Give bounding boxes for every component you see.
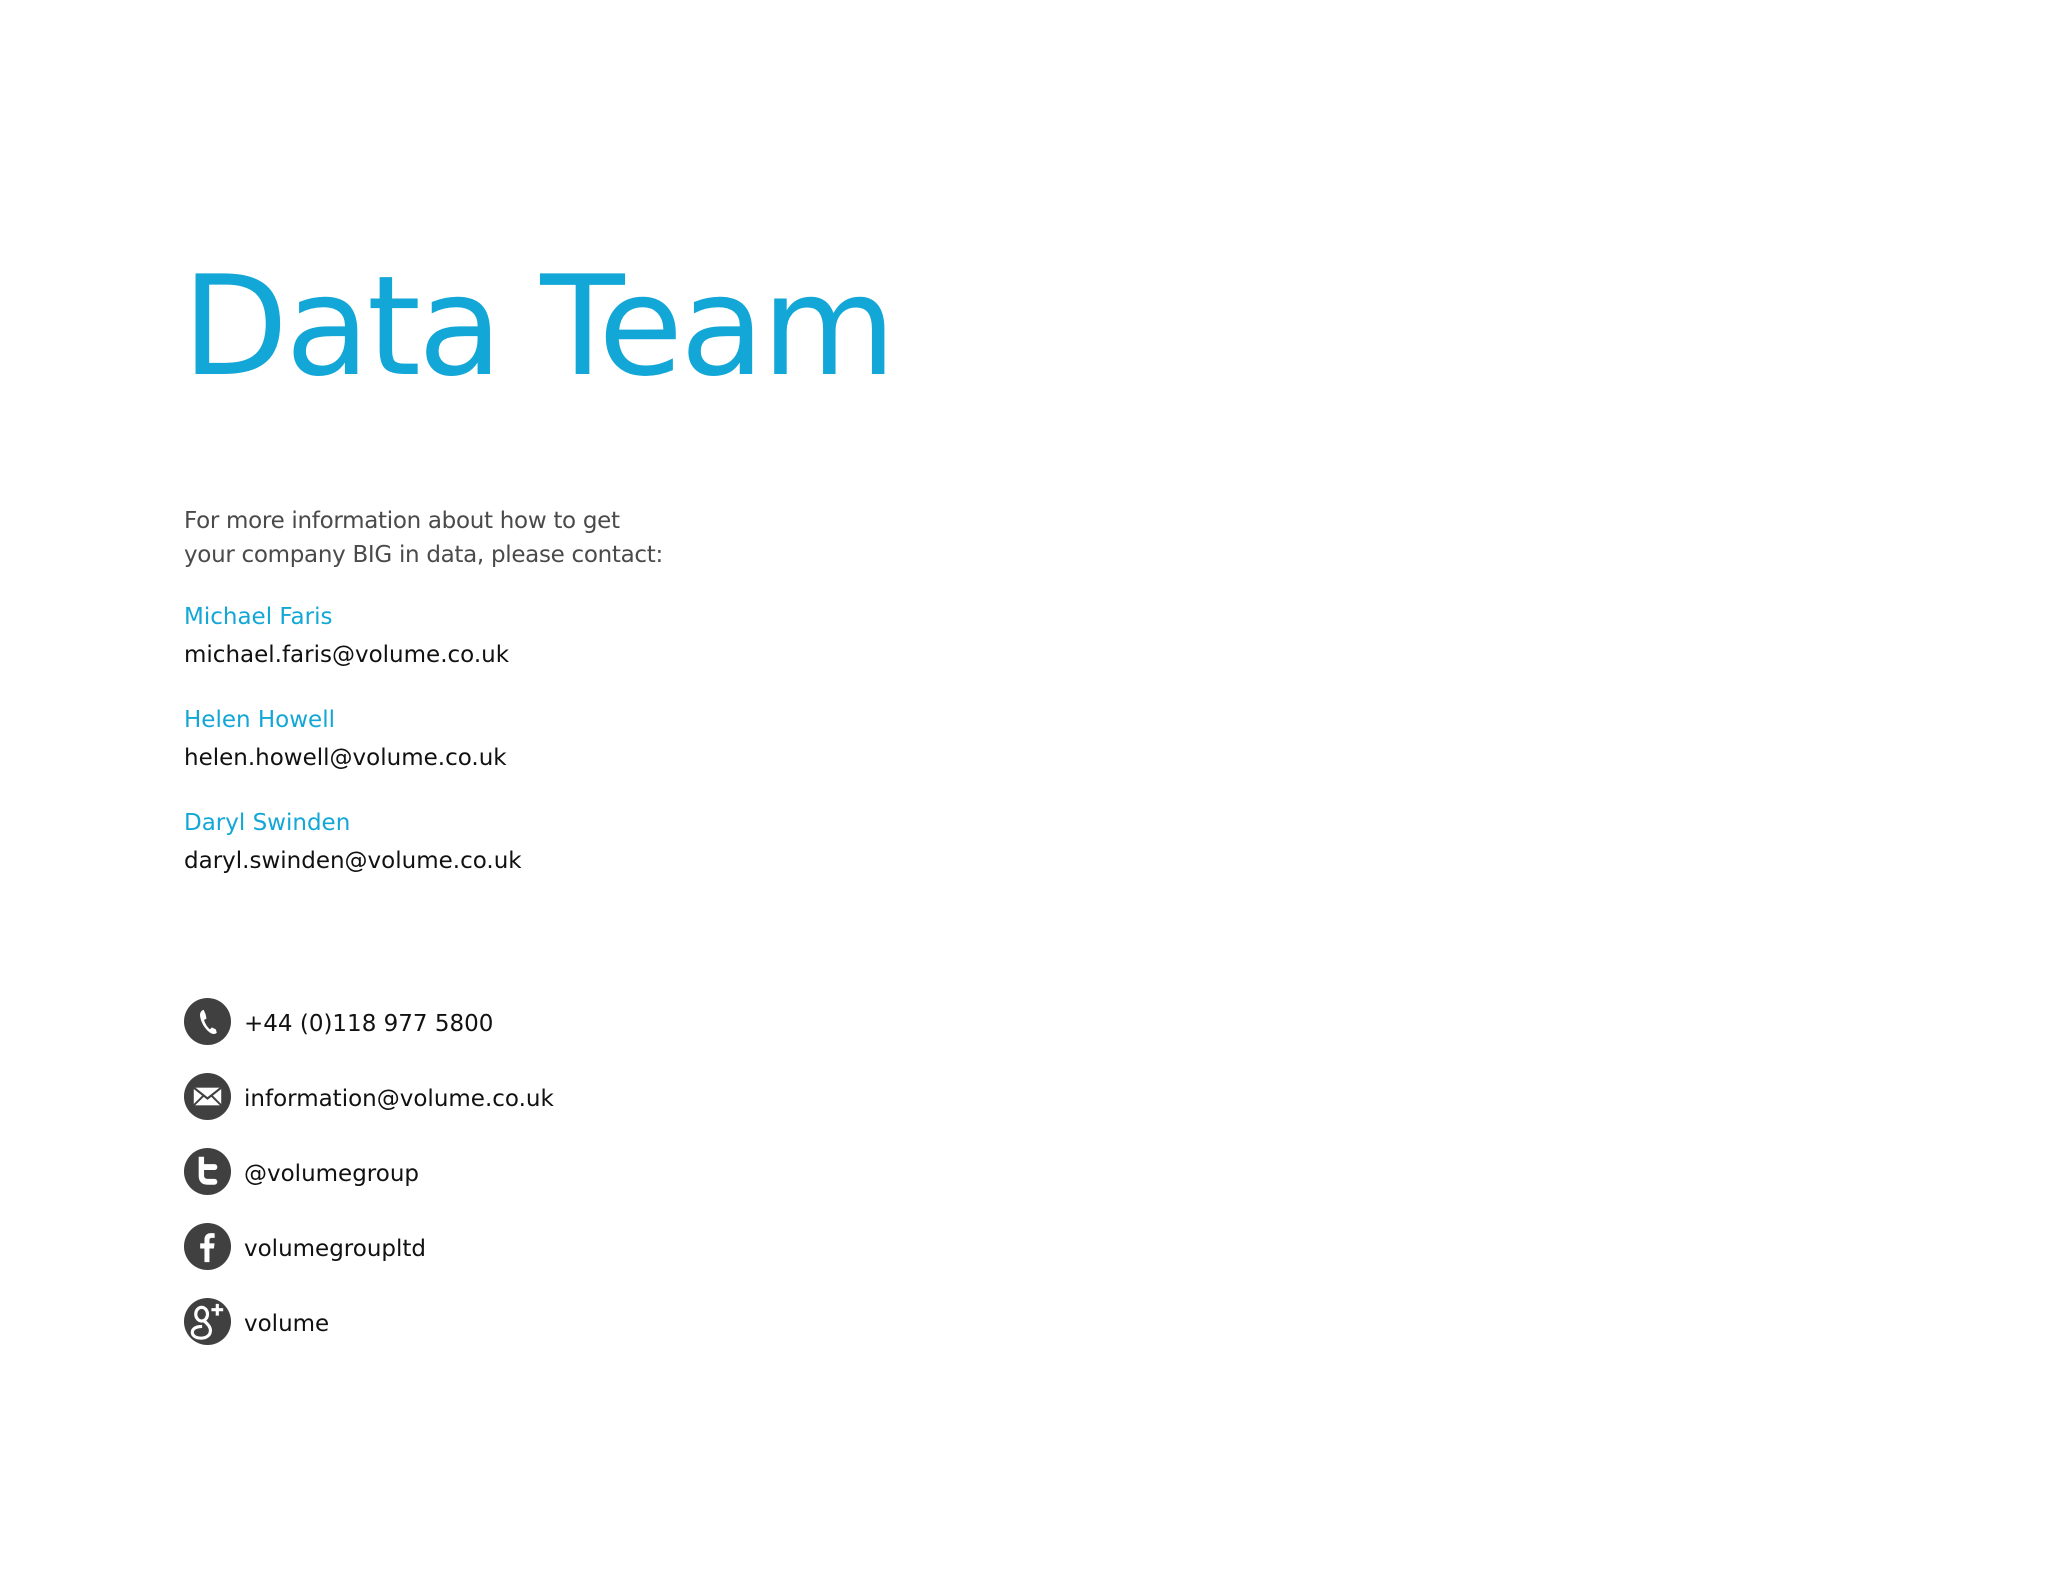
- contact-item-helen-howell: [184, 705, 522, 806]
- contact-email-link[interactable]: helen.howell@volume.co.uk: [184, 745, 507, 771]
- intro-line-1: For more information about how to get: [184, 508, 620, 534]
- intro-line-2: your company BIG in data, please contact:: [184, 542, 663, 568]
- intro-text: [184, 504, 744, 572]
- channel-email[interactable]: [183, 1072, 554, 1147]
- envelope-icon: [183, 1072, 232, 1121]
- page-title: Data Team: [182, 246, 894, 407]
- google-plus-icon: [183, 1297, 232, 1346]
- channel-text: volumegroupltd: [244, 1236, 427, 1262]
- contact-item-michael-faris: [184, 602, 522, 703]
- channel-list: [183, 997, 554, 1372]
- contact-item-daryl-swinden: [184, 808, 522, 909]
- contact-name: Daryl Swinden: [184, 810, 351, 836]
- channel-text: +44 (0)118 977 5800: [244, 1011, 494, 1037]
- channel-text: @volumegroup: [244, 1161, 420, 1187]
- channel-google-plus[interactable]: [183, 1297, 554, 1372]
- contact-name: Michael Faris: [184, 604, 333, 630]
- facebook-icon: [183, 1222, 232, 1271]
- channel-facebook[interactable]: [183, 1222, 554, 1297]
- contact-email-link[interactable]: michael.faris@volume.co.uk: [184, 642, 510, 668]
- contact-list: [184, 600, 522, 909]
- phone-icon: [183, 997, 232, 1046]
- channel-text: volume: [244, 1311, 330, 1337]
- channel-text: information@volume.co.uk: [244, 1086, 554, 1112]
- channel-twitter[interactable]: [183, 1147, 554, 1222]
- twitter-icon: [183, 1147, 232, 1196]
- contact-name: Helen Howell: [184, 707, 335, 733]
- channel-phone[interactable]: [183, 997, 554, 1072]
- contact-email-link[interactable]: daryl.swinden@volume.co.uk: [184, 848, 522, 874]
